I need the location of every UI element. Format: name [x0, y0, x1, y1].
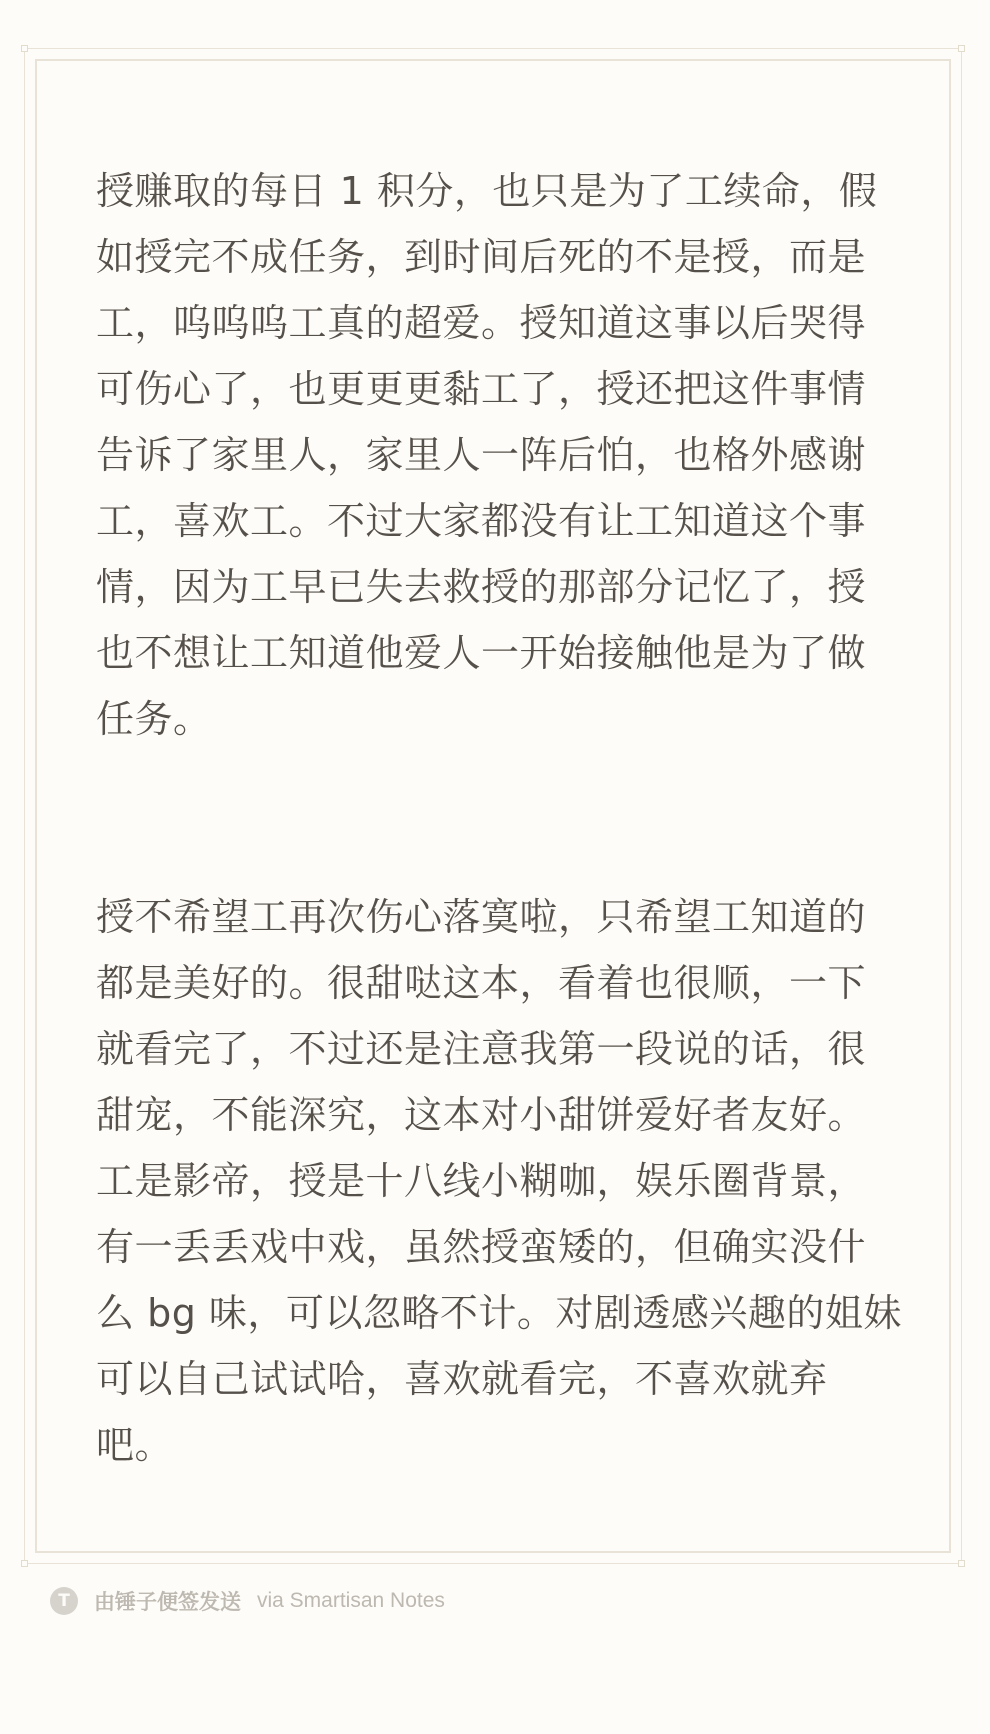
- note-line: 情，因为工早已失去救授的那部分记忆了，授: [96, 565, 867, 609]
- footer-sent-via-en: via Smartisan Notes: [257, 1589, 445, 1612]
- note-line: 工，呜呜呜工真的超爱。授知道这事以后哭得: [96, 301, 867, 345]
- note-paragraph-1: [96, 158, 906, 752]
- note-line: 告诉了家里人，家里人一阵后怕，也格外感谢: [96, 433, 867, 477]
- note-line: 工，喜欢工。不过大家都没有让工知道这个事: [96, 499, 867, 543]
- note-line: 可伤心了，也更更更黏工了，授还把这件事情: [96, 367, 867, 411]
- note-line: 任务。: [96, 697, 212, 741]
- note-line: 甜宠，不能深究，这本对小甜饼爱好者友好。: [96, 1093, 867, 1137]
- note-line: 可以自己试试哈，喜欢就看完，不喜欢就弃: [96, 1357, 828, 1401]
- frame-corner-top-right: [958, 45, 965, 52]
- note-line: 授不希望工再次伤心落寞啦，只希望工知道的: [96, 895, 867, 939]
- note-body: [96, 158, 906, 1478]
- note-line: 如授完不成任务，到时间后死的不是授，而是: [96, 235, 867, 279]
- note-line: 都是美好的。很甜哒这本，看着也很顺，一下: [96, 961, 867, 1005]
- paragraph-spacer: [96, 752, 906, 884]
- note-line: 就看完了，不过还是注意我第一段说的话，很: [96, 1027, 867, 1071]
- note-paragraph-2: [96, 884, 906, 1478]
- note-line: 授赚取的每日 1 积分，也只是为了工续命，假: [96, 169, 878, 213]
- note-line: 也不想让工知道他爱人一开始接触他是为了做: [96, 631, 867, 675]
- footer-attribution: [50, 1587, 445, 1615]
- note-line: 有一丢丢戏中戏，虽然授蛮矮的，但确实没什: [96, 1225, 867, 1269]
- footer-sent-via-cn: 由锤子便签发送: [94, 1590, 241, 1614]
- note-line: 吧。: [96, 1423, 174, 1467]
- frame-corner-top-left: [21, 45, 28, 52]
- frame-corner-bottom-left: [21, 1560, 28, 1567]
- note-line: 工是影帝，授是十八线小糊咖，娱乐圈背景，: [96, 1159, 867, 1203]
- note-line: 么 bg 味，可以忽略不计。对剧透感兴趣的姐妹: [96, 1291, 902, 1335]
- smartisan-t-icon: T: [50, 1587, 78, 1615]
- frame-corner-bottom-right: [958, 1560, 965, 1567]
